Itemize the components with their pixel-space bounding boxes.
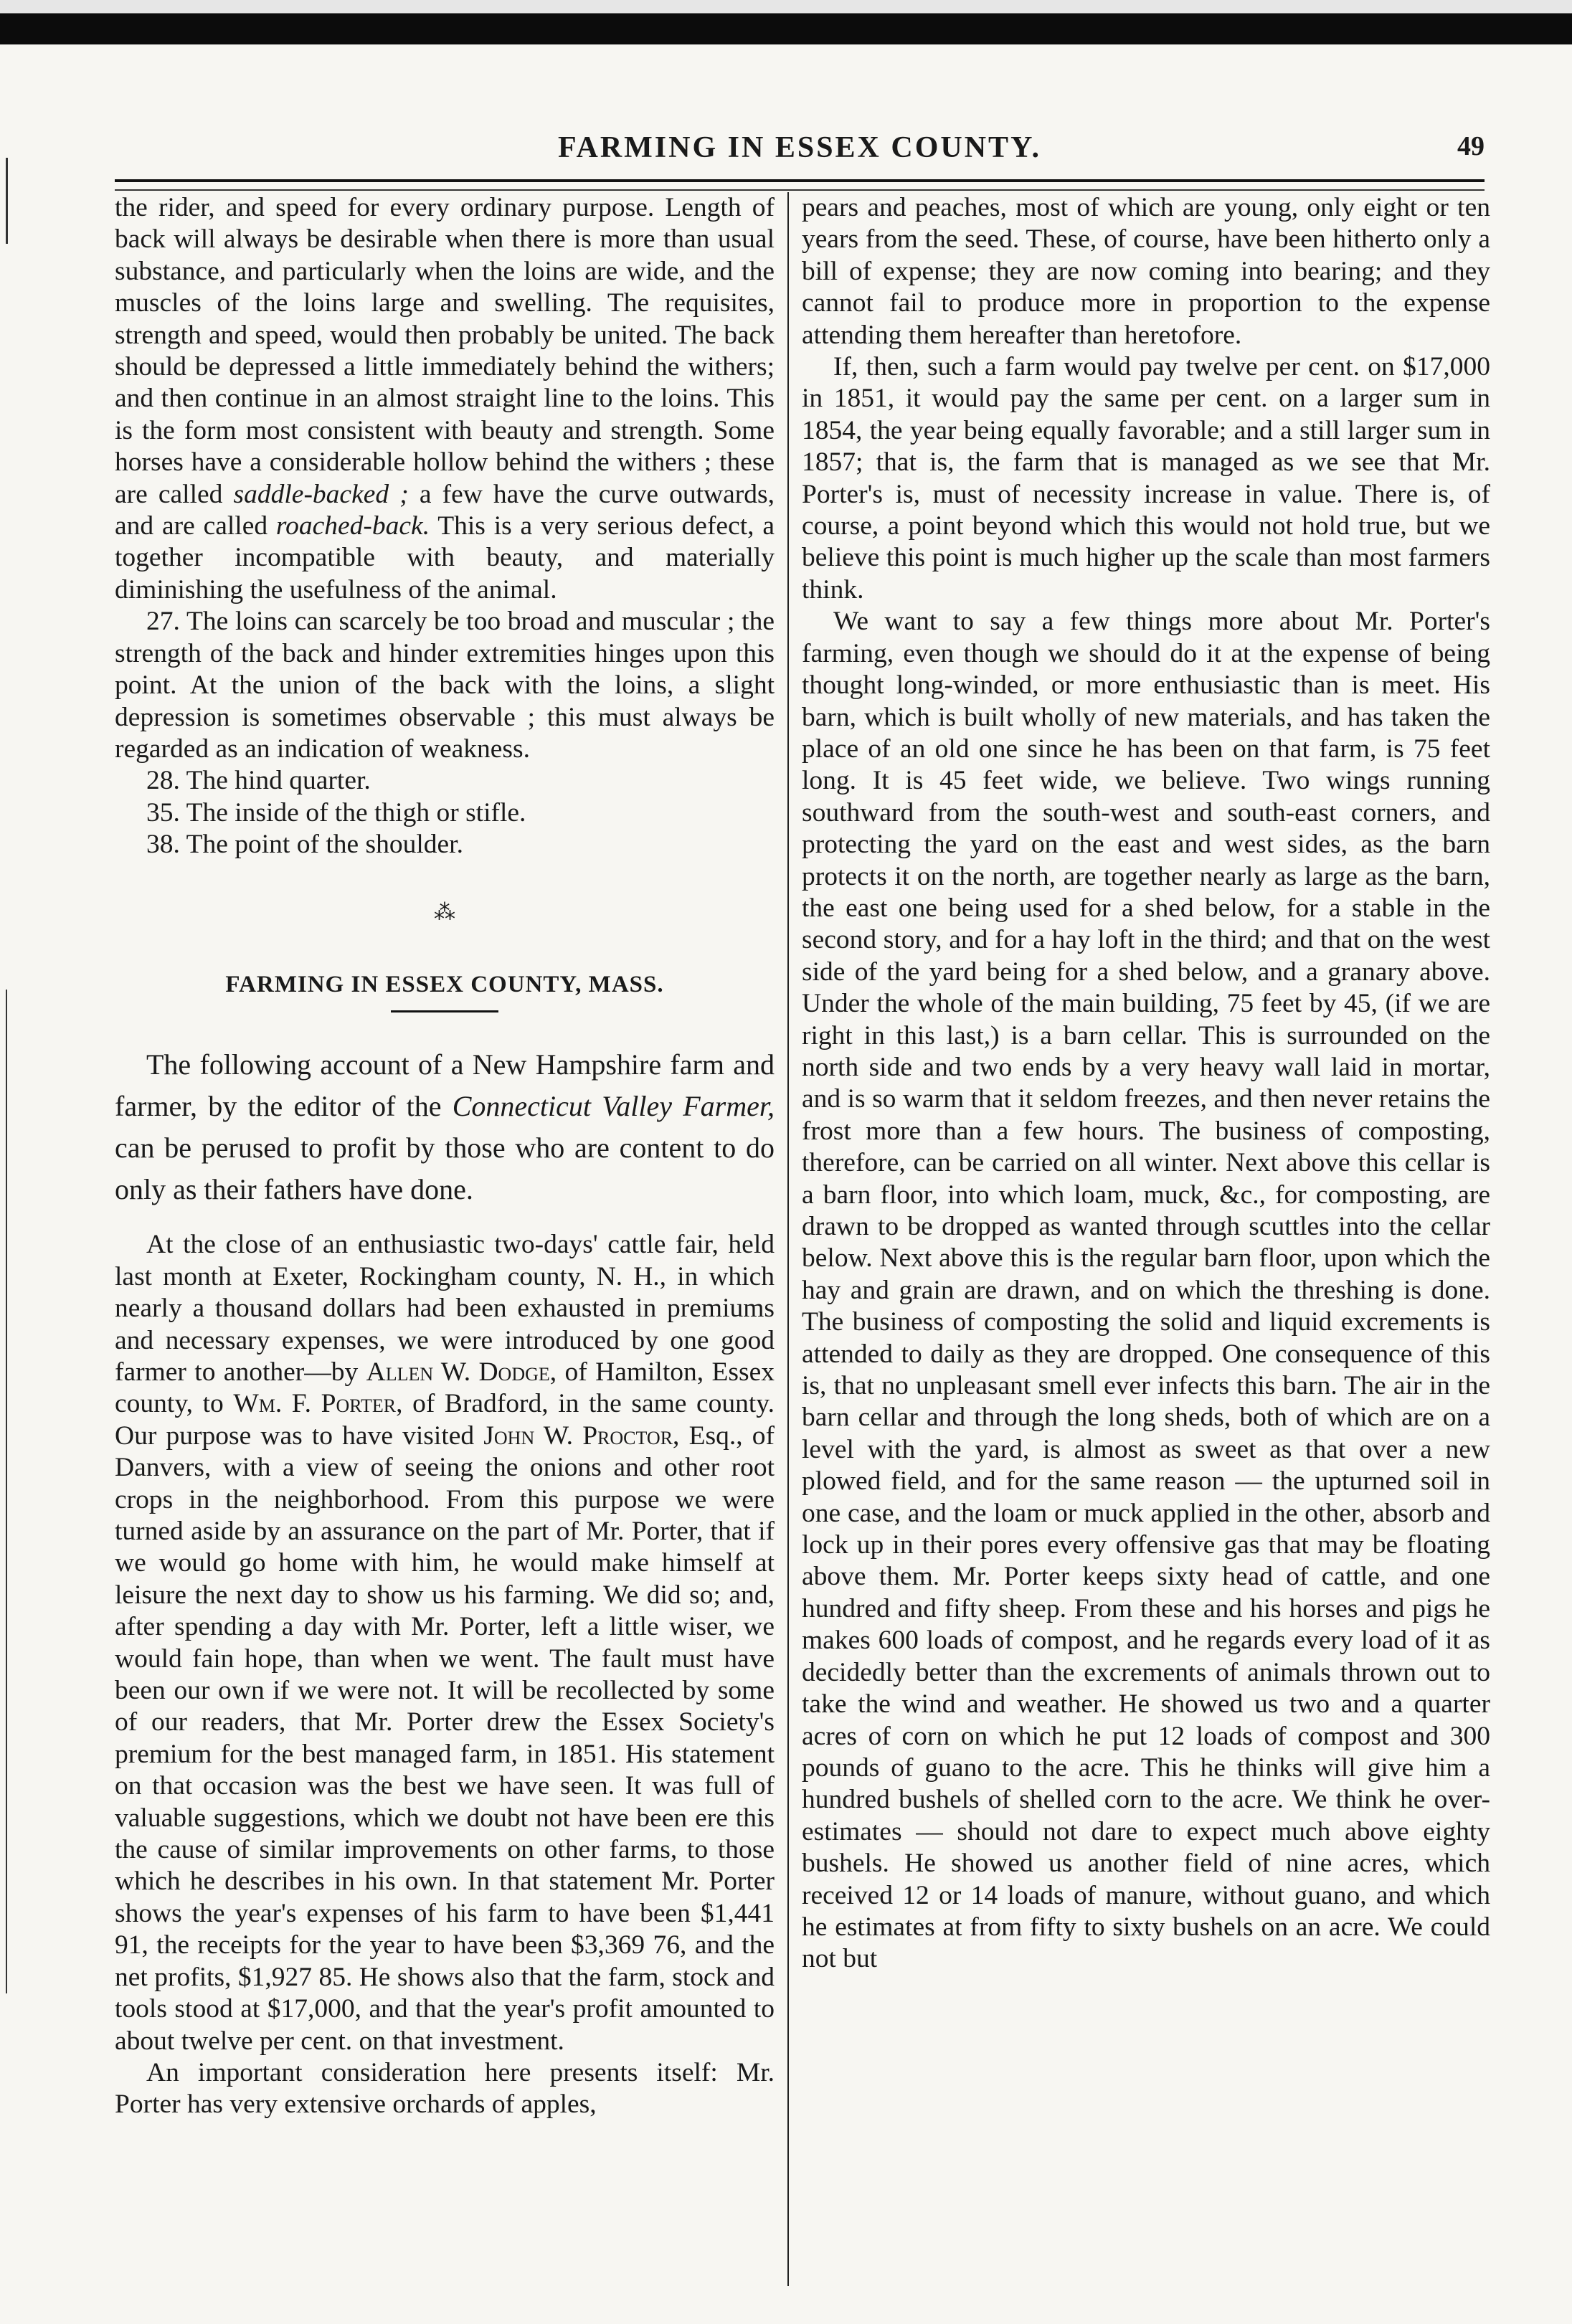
section-ornament: ⁂ (434, 900, 455, 924)
page-number: 49 (1457, 131, 1485, 161)
list-item: 28. The hind quarter. (146, 766, 371, 796)
top-scan-border (0, 0, 1572, 44)
column-divider (787, 192, 789, 2286)
paragraph-orchards: An important consideration here presents itself: Mr. Porter has very extensive orchards of apples, (115, 2057, 775, 2120)
paragraph-twelve-per-cent: If, then, such a farm would pay twelve per cent. on $17,000 in 1851, it would pay the same per cent. on a larger sum in 1854, the year being equally favorable; and a still larger sum in 1857; that is, the farm that is managed as we see that Mr. Porter's is, must of necessity increase in value. There is, of course, a point beyond which this would not hold true, but we believe this point is much higher up the scale than most farmers think. (802, 352, 1490, 604)
section-title: FARMING IN ESSEX COUNTY, MASS. (225, 971, 664, 997)
margin-mark (6, 990, 7, 1993)
paragraph-pears: pears and peaches, most of which are young, only eight or ten years from the seed. These, of course, have been hitherto only a bill of expense; they are now coming into bearing; and they cannot fail to produce more in proportion to the expense attending them hereafter than heretofore. (802, 193, 1490, 350)
title-rule (391, 1010, 498, 1012)
paragraph-withers: the rider, and speed for every ordinary purpose. Length of back will always be desirable when there is more than usual substance, and particularly when the loins are wide, and the muscles of the loins large and swelling. The requisites, strength and speed, would then probably be united. The back should be depressed a little immediately behind the withers; and then continue in an almost straight line to the loins. This is the form most consistent with beauty and strength. Some horses have a considerable hollow behind the withers ; these are called saddle-backed ; a few have the curve outwards, and are called roached-back. This is a very serious defect, a together incompatible with beauty, and materially diminishing the usefulness of the animal. (115, 193, 775, 604)
journal-title: Connecticut Valley Farmer, (452, 1090, 775, 1123)
term-saddle-backed: saddle-backed ; (233, 479, 409, 509)
person-name: Wm. F. Porter, (233, 1389, 403, 1419)
list-item: 38. The point of the shoulder. (146, 830, 463, 860)
person-name: John W. Proctor, (483, 1421, 680, 1451)
term-roached-back: roached-back. (275, 511, 430, 541)
paragraph-cattle-fair: At the close of an enthusiastic two-days' cattle fair, held last month at Exeter, Rockingham county, N. H., in which nearly a thousand dollars had been exhausted in premiums and necessary expenses, we were introduced by one good farmer to another—by Allen W. Dodge, of Hamilton, Essex county, to Wm. F. Porter, of Bradford, in the same county. Our purpose was to have visited John W. Proctor, Esq., of Danvers, with a view of seeing the onions and other root crops in the neighborhood. From this purpose we were turned aside by an assurance on the part of Mr. Porter, that if we would go home with him, he would make himself at leisure the next day to show us his farming. We did so; and, after spending a day with Mr. Porter, left a little wiser, we would fain hope, than when we went. The fault must have been our own if we were not. It will be recollected by some of our readers, that Mr. Porter drew the Essex Society's premium for the best managed farm, in 1851. His statement on that occasion was the best we have seen. It was full of valuable suggestions, which we doubt not have been ere this the cause of similar improvements on other farms, to those which he describes in his own. In that statement Mr. Porter shows the year's expenses of his farm to have been $1,441 91, the receipts for the year to have been $3,369 76, and the net profits, $1,927 85. He shows also that the farm, stock and tools stood at $17,000, and that the year's profit amounted to about twelve per cent. on that investment. (115, 1230, 775, 2056)
intro-paragraph: The following account of a New Hampshire farm and farmer, by the editor of the Connecticut Valley Farmer, can be perused to profit by those who are content to do only as their fathers have done. (115, 1048, 775, 1206)
paragraph-loins: 27. The loins can scarcely be too broad and muscular ; the strength of the back and hinder extremities hinges upon this point. At the union of the back with the loins, a slight depression is sometimes observable ; this must always be regarded as an indication of weakness. (115, 607, 775, 764)
figure-key-list (115, 765, 775, 860)
margin-mark (6, 158, 8, 244)
person-name: Allen W. Dodge, (366, 1357, 557, 1387)
running-title: FARMING IN ESSEX COUNTY. (557, 131, 1042, 164)
right-column (802, 192, 1490, 1976)
page-header (115, 131, 1485, 174)
list-item: 35. The inside of the thigh or stifle. (146, 797, 526, 827)
header-rule (115, 179, 1485, 191)
paragraph-barn: We want to say a few things more about Mr. Porter's farming, even though we should do it at the expense of being thought long-winded, or more enthusiastic than is meet. His barn, which is built wholly of new materials, and has taken the place of an old one since he has been on that farm, is 75 feet long. It is 45 feet wide, we believe. Two wings running southward from the south-west and south-east corners, and protecting the yard on the east and west sides, as the barn protects it on the north, are together nearly as large as the barn, the east one being used for a shed below, for a stable in the second story, and for a hay loft in the third; and that on the west side of the yard being for a shed below, and a granary above. Under the whole of the main building, 75 feet by 45, (if we are right in this last,) is a barn cellar. This is surrounded on the north side and two ends by a very heavy wall laid in mortar, and is so warm that it seldom freezes, and then never retains the frost more than a few hours. The business of composting, therefore, can be carried on all winter. Next above this cellar is a barn floor, into which loam, muck, &c., for composting, are drawn to be dropped as wanted through scuttles into the cellar below. Next above this is the regular barn floor, upon which the hay and grain are drawn, and on which the threshing is done. The business of composting the solid and liquid excrements is attended to daily as they are dropped. One consequence of this is, that no unpleasant smell ever infects this barn. The air in the barn cellar and through the long sheds, both of which are on a level with the yard, is almost as sweet as that over a new plowed field, and for the same reason — the upturned soil in one case, and the loam or muck applied in the other, absorb and lock up in their pores every offensive gas that may be floating above them. Mr. Porter keeps sixty head of cattle, and one hundred and fifty sheep. From these and his horses and pigs he makes 600 loads of compost, and he regards every load of it as decidedly better than the excrements of animals thrown out to take the wind and weather. He showed us two and a quarter acres of corn on which he put 12 loads of compost and 300 pounds of guano to the acre. This he thinks will give him a hundred bushels of shelled corn to the acre. We think he over-estimates — should not dare to expect much above eighty bushels. He showed us another field of nine acres, which received 12 or 14 loads of manure, without guano, and which he estimates at from fifty to sixty bushels on an acre. We could not but (802, 607, 1490, 1974)
left-column (115, 192, 775, 2121)
